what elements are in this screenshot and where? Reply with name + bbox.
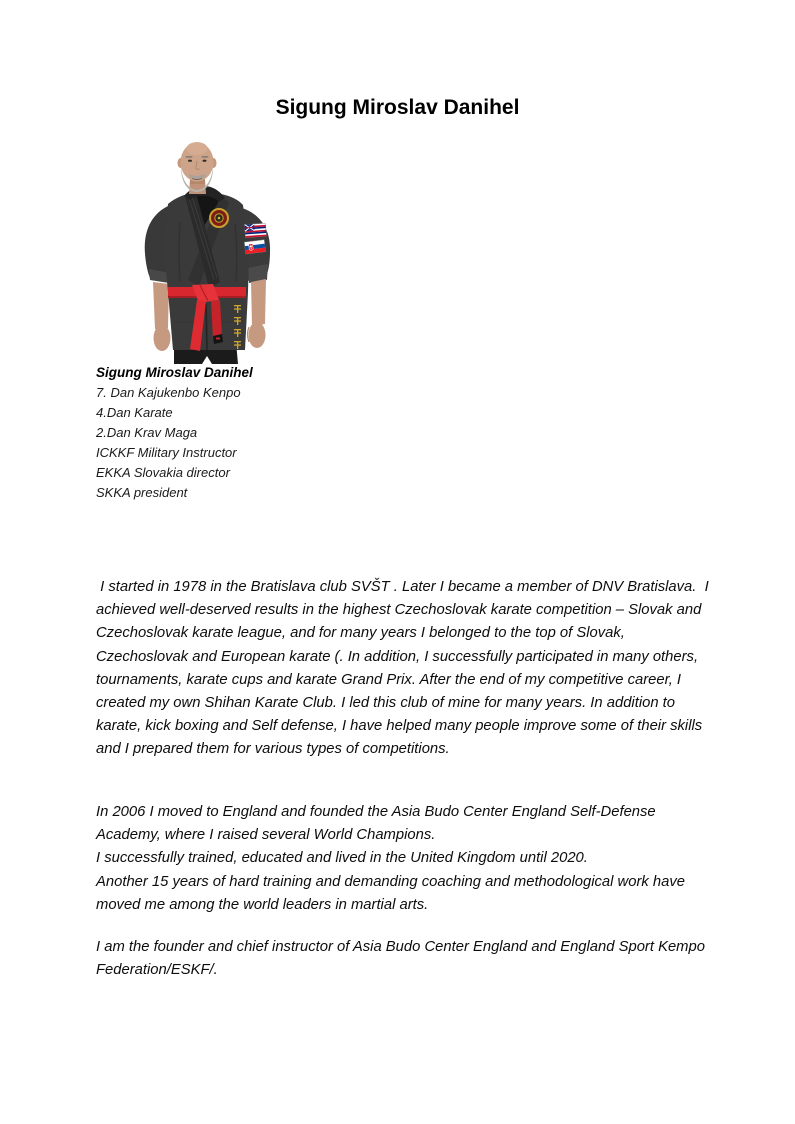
bio-paragraph-3-text: I am the founder and chief instructor of Asia Budo Center England and England Sport Kempo Federation/ESKF/. [96, 939, 710, 979]
hawaii-flag-patch [245, 223, 267, 237]
face [178, 142, 217, 194]
page-title: Sigung Miroslav Danihel [275, 96, 520, 119]
chest-emblem-patch [210, 209, 228, 227]
credential-line: 4.Dan Karate [96, 405, 173, 420]
credential-line: SKKA president [96, 485, 188, 500]
credential-line: ICKKF Military Instructor [96, 445, 237, 460]
bio-paragraph-1 [96, 576, 713, 762]
bio-paragraph-2-line-1: In 2006 I moved to England and founded the Asia Budo Center England Self-Defense Academy, where I raised several World Champions. [96, 804, 660, 844]
bio-paragraph-1-text: I started in 1978 in the Bratislava club SVŠT . Later I became a member of DNV Bratislava. I achieved well-deserved results in the highest Czechoslovak karate competition – Slovak and Czechoslovak karate league, and for many years I belonged to the top of Slovak, Czechoslovak and European karate (. In addition, I successfully participated in many others, tournaments, karate cups and karate Grand Prix. After the end of my competitive career, I created my own Shihan Karate Club. I led this club of mine for many years. In addition to karate, kick boxing and Self defense, I have helped many people improve some of their skills and I prepared them for various types of competitions. [96, 579, 713, 758]
credential-line: 7. Dan Kajukenbo Kenpo [96, 385, 241, 400]
credential-line: EKKA Slovakia director [96, 465, 230, 480]
bio-paragraph-2-line-3: Another 15 years of hard training and demanding coaching and methodological work have moved me among the world leaders in martial arts. [96, 873, 690, 913]
portrait-photo [140, 132, 300, 364]
photo-caption [96, 363, 253, 503]
bio-paragraph-2 [96, 801, 710, 917]
bio-paragraph-2-line-2: I successfully trained, educated and lived in the United Kingdom until 2020. [96, 850, 588, 867]
slovakia-flag-patch [244, 240, 265, 254]
bio-paragraph-3 [96, 936, 710, 982]
credential-line: 2.Dan Krav Maga [96, 425, 198, 440]
profile-name: Sigung Miroslav Danihel [96, 365, 253, 380]
